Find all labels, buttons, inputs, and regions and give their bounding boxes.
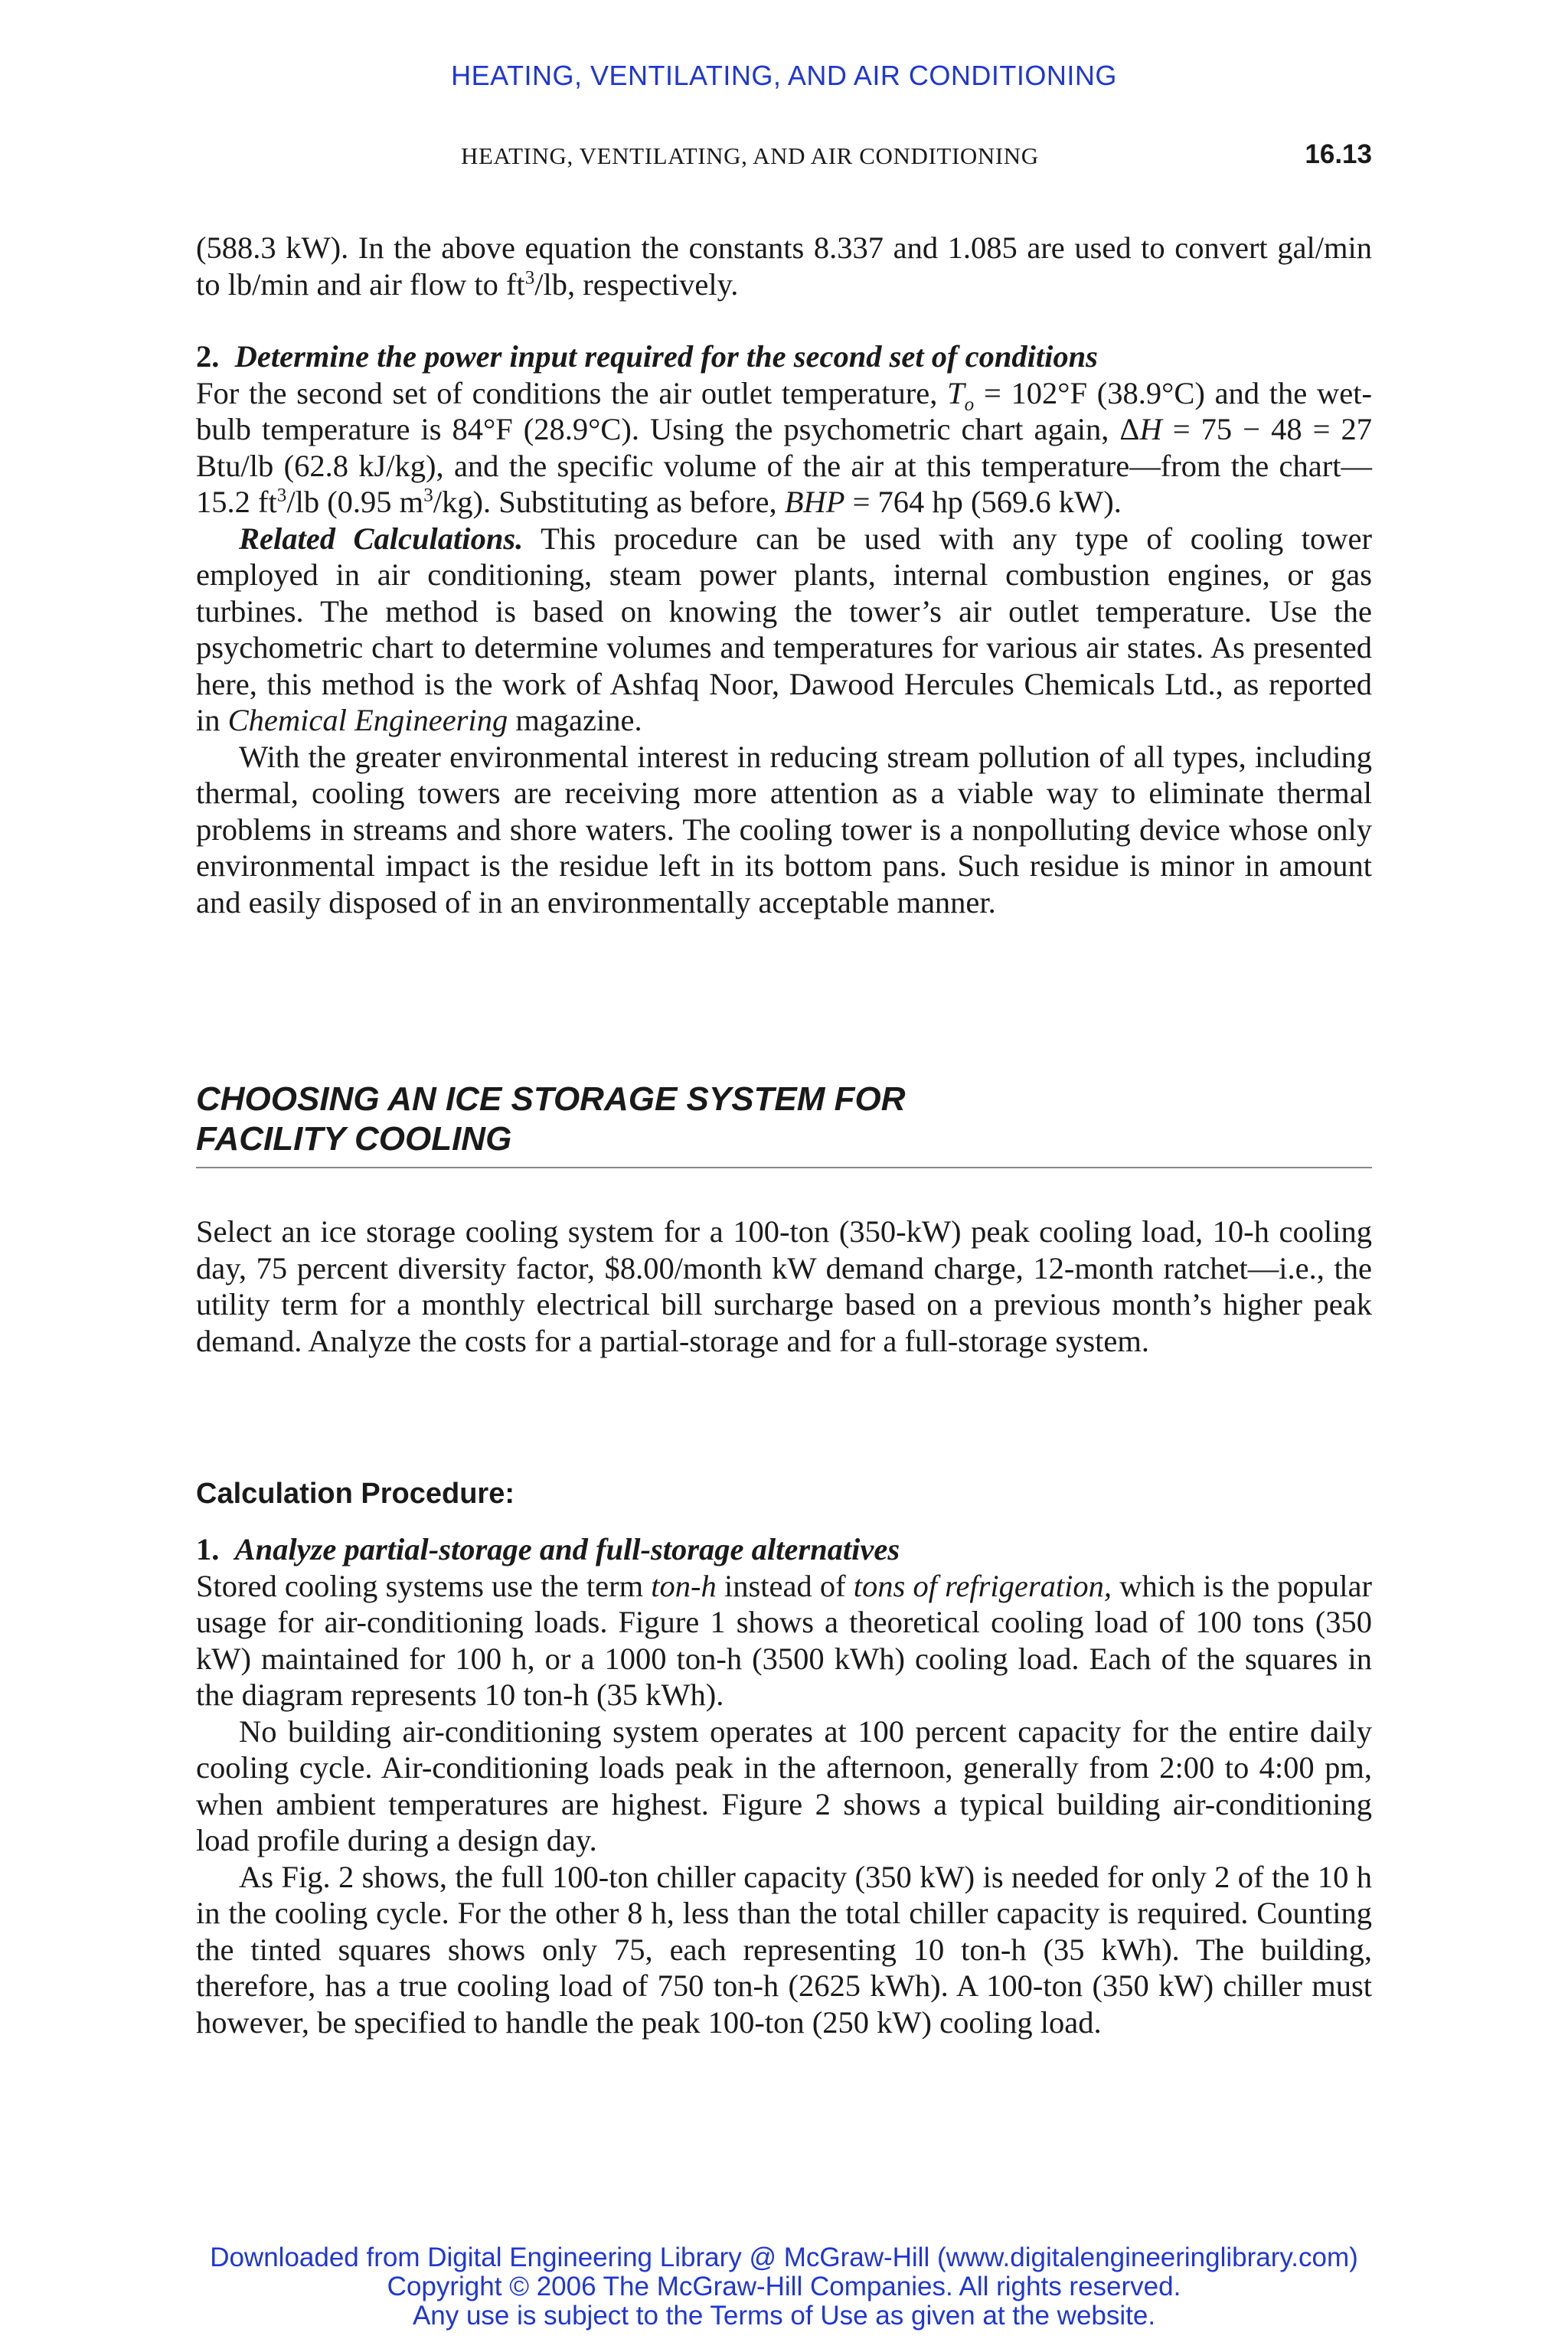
- footer: [0, 2243, 1568, 2331]
- footer-terms-line[interactable]: Any use is subject to the Terms of Use as given at the website.: [412, 2301, 1156, 2331]
- step-2-title: Determine the power input required for the second set of conditions: [234, 339, 1098, 374]
- text-block-bottom: [196, 1531, 1372, 2040]
- load-profile-paragraph: No building air-conditioning system operates at 100 percent capacity for the entire daily cooling cycle. Air-conditioning loads peak in the afternoon, generally from 2:00 to 4:00 pm, when ambient temperatures are highest. Figure 2 shows a typical building air-conditioning load profile during a design day.: [196, 1713, 1372, 1857]
- problem-statement: Select an ice storage cooling system for a 100-ton (350-kW) peak cooling load, 10-h cooling day, 75 percent diversity factor, $8.00/month kW demand charge, 12-month ratchet—i.e., the utility term for a monthly electrical bill surcharge based on a previous month’s higher peak demand. Analyze the costs for a partial-storage and for a full-storage system.: [196, 1214, 1372, 1358]
- step-1-number: 1.: [196, 1532, 220, 1566]
- step-2: 2. Determine the power input required for the second set of conditions For the second set of conditions the air outlet temperature, $T_o = 102^\circ F$ (38.9°C) and the wet-bulb temperature is 84°F (28.9°C). Using the psychometric chart again, ΔH = 75 − 48 = 27 Btu/lb (62.8 kJ/kg), and the specific volume of the air at this temperature—from the chart—15.2 $ft^3/lb$ (0.95 $m^3/kg$). Substituting as before, BHP = 764 hp (569.6 kW).: [196, 339, 1372, 519]
- page-number: 16.13: [1305, 139, 1372, 169]
- calculation-procedure-heading: Calculation Procedure:: [196, 1478, 514, 1510]
- environment-paragraph: With the greater environmental interest in reducing stream pollution of all types, including thermal, cooling towers are receiving more attention as a viable way to eliminate thermal problems in streams and shore waters. The cooling tower is a nonpolluting device whose only environmental impact is the residue left in its bottom pans. Such residue is minor in amount and easily disposed of in an environmentally acceptable manner.: [196, 739, 1372, 920]
- step-1: 1. Analyze partial-storage and full-storage alternatives Stored cooling systems use the term ton-h instead of tons of refrigeration, which is the popular usage for air-conditioning loads. Figure 1 shows a theoretical cooling load of 100 tons (350 kW) maintained for 100 h, or a 1000 ton-h (3500 kWh) cooling load. Each of the squares in the diagram represents 10 ton-h (35 kWh).: [196, 1532, 1372, 1712]
- related-calculations-label: Related Calculations.: [239, 521, 524, 556]
- paragraph-continuation: (588.3 kW). In the above equation the constants 8.337 and 1.085 are used to convert gal/min to lb/min and air flow to $ft^3/lb$, respectively.: [196, 230, 1372, 302]
- top-banner: HEATING, VENTILATING, AND AIR CONDITIONING: [451, 60, 1117, 91]
- figure-2-paragraph: As Fig. 2 shows, the full 100-ton chiller capacity (350 kW) is needed for only 2 of the 10 h in the cooling cycle. For the other 8 h, less than the total chiller capacity is required. Counting the tinted squares shows only 75, each representing 10 ton-h (35 kWh). The building, therefore, has a true cooling load of 750 ton-h (2625 kWh). A 100-ton (350 kW) chiller must however, be specified to handle the peak 100-ton (250 kW) cooling load.: [196, 1859, 1372, 2040]
- footer-download-line[interactable]: Downloaded from Digital Engineering Library @ McGraw-Hill (www.digitalengineeringlibrary.com): [210, 2243, 1358, 2272]
- footer-copyright-line: Copyright © 2006 The McGraw-Hill Companies. All rights reserved.: [387, 2272, 1181, 2301]
- related-calculations: Related Calculations. This procedure can be used with any type of cooling tower employed in air conditioning, steam power plants, internal combustion engines, or gas turbines. The method is based on knowing the tower’s air outlet temperature. Use the psychometric chart to determine volumes and temperatures for various air states. As presented here, this method is the work of Ashfaq Noor, Dawood Hercules Chemicals Ltd., as reported in Chemical Engineering magazine.: [196, 521, 1372, 737]
- step-2-number: 2.: [196, 339, 220, 374]
- step-1-title: Analyze partial-storage and full-storage alternatives: [234, 1532, 900, 1566]
- running-head-title: HEATING, VENTILATING, AND AIR CONDITIONING: [461, 142, 1039, 169]
- text-block-top: [196, 230, 1372, 920]
- section-title: CHOOSING AN ICE STORAGE SYSTEM FOR FACILITY COOLING: [196, 1080, 1372, 1168]
